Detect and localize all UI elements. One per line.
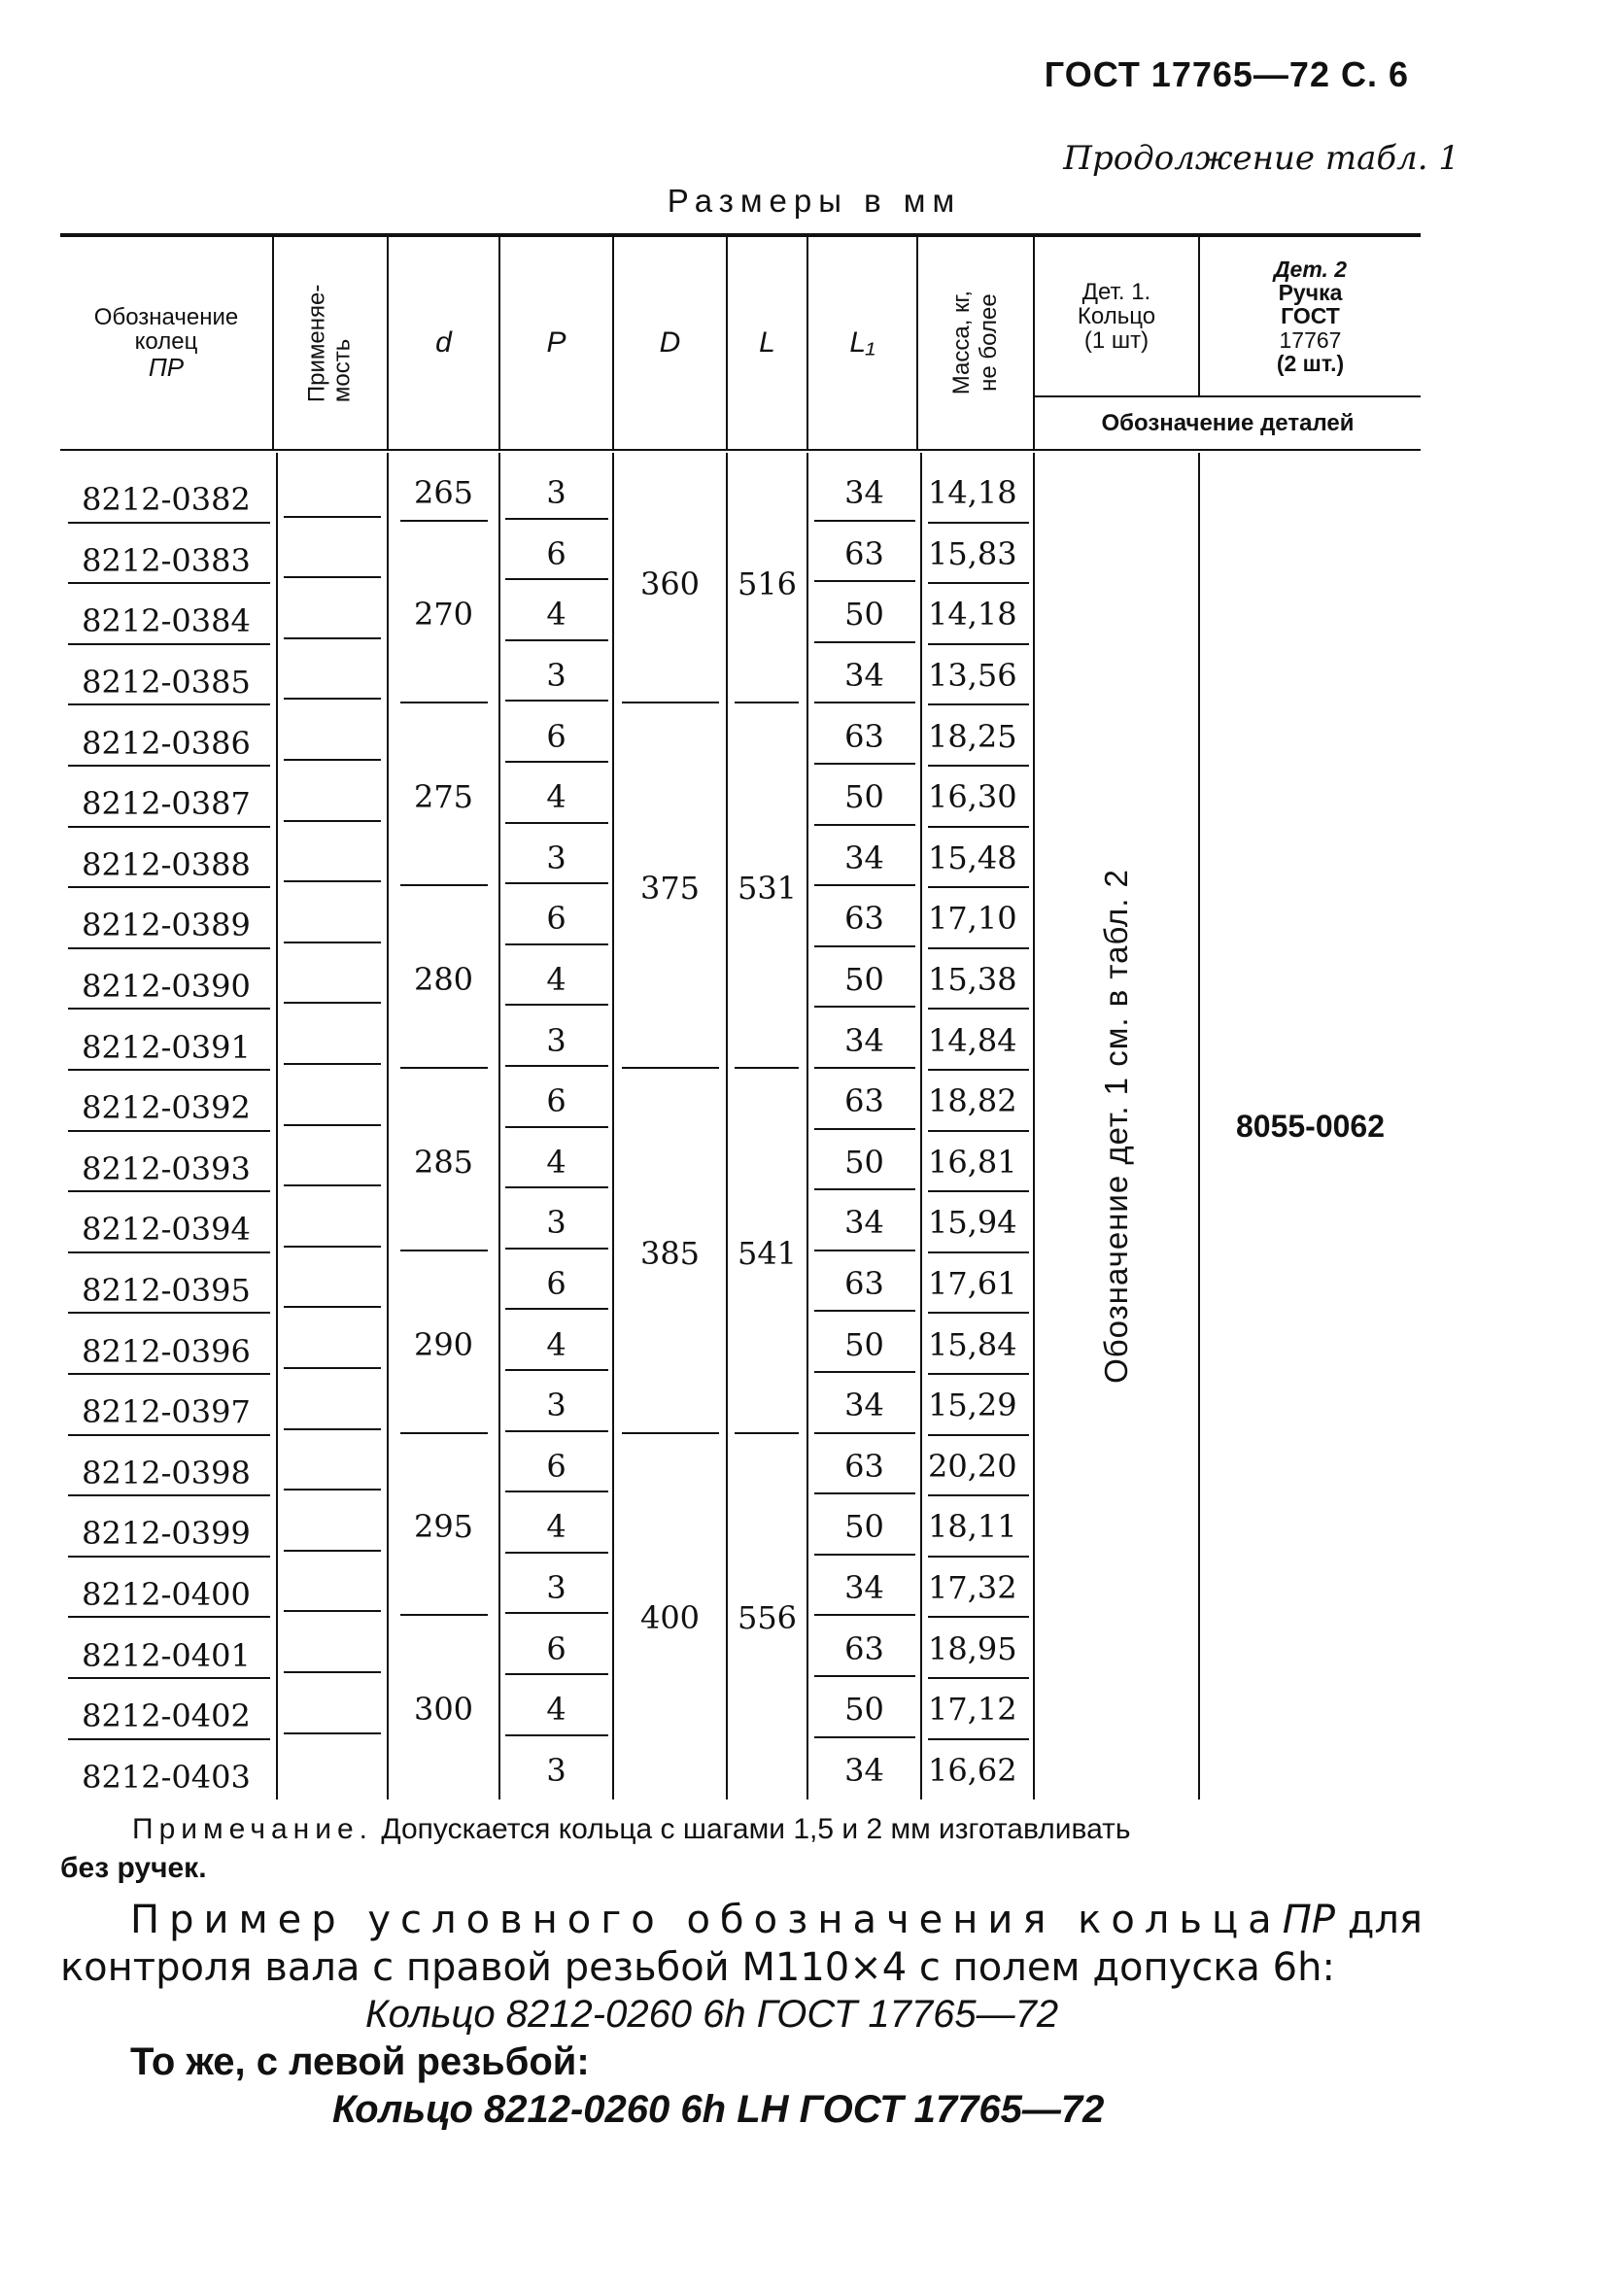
d-group-value: 295: [413, 1508, 474, 1546]
row-rule: [505, 1004, 608, 1006]
header-applicability: [274, 237, 387, 449]
row-code: 8212-0385: [82, 664, 251, 702]
row-code: 8212-0393: [82, 1149, 251, 1187]
header-mass: [918, 237, 1033, 449]
row-l1: 63: [844, 534, 884, 572]
row-code: 8212-0391: [82, 1028, 251, 1066]
row-rule: [814, 520, 915, 522]
row-p: 6: [546, 1447, 566, 1485]
row-rule: [814, 1371, 915, 1373]
row-mass: 15,38: [928, 961, 1017, 999]
row-rule: [284, 880, 381, 882]
row-rule: [284, 1550, 381, 1552]
row-rule: [505, 822, 608, 824]
row-rule: [505, 1673, 608, 1675]
row-p: 3: [546, 1751, 566, 1789]
row-rule: [284, 516, 381, 518]
row-rule: [814, 1188, 915, 1190]
row-rule: [284, 576, 381, 578]
row-l1: 63: [844, 1082, 884, 1120]
row-rule: [505, 1369, 608, 1371]
row-rule: [814, 580, 915, 582]
row-code: 8212-0399: [82, 1515, 251, 1553]
row-rule: [814, 1006, 915, 1008]
header-mass-line: не более: [975, 293, 1002, 393]
row-rule: [814, 641, 915, 643]
row-mass: 18,82: [928, 1082, 1017, 1120]
row-rule: [505, 700, 608, 702]
table-continuation-label: Продолжение табл. 1: [1063, 139, 1459, 178]
row-rule: [284, 1002, 381, 1004]
part1-designation-text: Обозначение дет. 1 см. в табл. 2: [1098, 869, 1134, 1384]
D-group-rule: [622, 1432, 719, 1434]
row-p: 6: [546, 1082, 566, 1120]
row-rule: [814, 884, 915, 886]
row-rule: [284, 1732, 381, 1734]
row-mass: 15,84: [928, 1325, 1017, 1363]
row-rule: [505, 1186, 608, 1188]
row-p: 3: [546, 657, 566, 695]
row-l1: 63: [844, 1447, 884, 1485]
header-designation-line: ПР: [148, 352, 185, 382]
L-group-value: 516: [737, 565, 798, 603]
row-p: 3: [546, 1021, 566, 1059]
row-code: 8212-0383: [82, 541, 251, 579]
d-group-value: 280: [413, 961, 474, 999]
row-mass: 15,94: [928, 1204, 1017, 1242]
d-group-value: 270: [413, 596, 474, 634]
row-p: 3: [546, 1569, 566, 1607]
row-rule: [505, 943, 608, 945]
example-intro-label: Пример условного обозначения кольца: [130, 1898, 1282, 1942]
header-part2-line: Ручка: [1278, 280, 1343, 306]
row-l1: 63: [844, 717, 884, 755]
row-p: 6: [546, 534, 566, 572]
row-rule: [814, 1492, 915, 1494]
row-rule: [814, 824, 915, 826]
header-parts-designation: Обозначение деталей: [1101, 409, 1355, 436]
header-applicability-line: мость: [329, 338, 357, 402]
header-part2-line: 17767: [1279, 326, 1342, 353]
d-group-rule: [400, 1614, 488, 1616]
example-intro-pr: ПР: [1282, 1898, 1335, 1942]
note-text-continuation: без ручек.: [60, 1852, 207, 1884]
row-code: 8212-0382: [82, 481, 251, 519]
example-designation-right: Кольцо 8212-0260 6h ГОСТ 17765—72: [365, 1993, 1059, 2036]
row-p: 6: [546, 717, 566, 755]
row-rule: [505, 1248, 608, 1250]
example-line2: контроля вала с правой резьбой М110×4 с полем допуска 6h:: [60, 1945, 1335, 1990]
row-p: 4: [546, 596, 566, 634]
row-mass: 16,30: [928, 778, 1017, 816]
header-p: P: [546, 326, 566, 360]
row-rule: [505, 639, 608, 641]
row-code: 8212-0388: [82, 845, 251, 883]
row-l1: 63: [844, 1629, 884, 1667]
header-designation-line: Обозначение: [93, 304, 239, 331]
row-rule: [505, 882, 608, 884]
L-group-value: 531: [737, 870, 798, 908]
row-l1: 50: [844, 1508, 884, 1546]
D-group-value: 385: [639, 1234, 701, 1272]
row-code: 8212-0402: [82, 1697, 251, 1735]
row-rule: [284, 1124, 381, 1126]
row-p: 3: [546, 839, 566, 876]
row-rule: [814, 1736, 915, 1738]
d-group-rule: [400, 520, 488, 522]
row-rule: [284, 1306, 381, 1308]
header-applicability-line: Применяе-: [303, 284, 330, 402]
row-l1: 34: [844, 1204, 884, 1242]
header-part1-line: Дет. 1.: [1081, 278, 1151, 305]
example-left-thread-label: То же, с левой резьбой:: [130, 2040, 590, 2083]
note-text: Допускается кольца с шагами 1,5 и 2 мм изготавливать: [381, 1813, 1131, 1845]
row-l1: 50: [844, 1691, 884, 1729]
header-bottom-rule: [60, 449, 1421, 451]
d-group-rule: [400, 1432, 488, 1434]
row-l1: 34: [844, 1021, 884, 1059]
header-designation-line: колец: [134, 328, 198, 356]
row-l1: 50: [844, 596, 884, 634]
d-group-rule: [400, 1067, 488, 1069]
row-p: 4: [546, 961, 566, 999]
row-l1: 63: [844, 1265, 884, 1303]
row-rule: [505, 578, 608, 580]
row-rule: [505, 1552, 608, 1554]
header-D: D: [659, 326, 681, 360]
row-l1: 50: [844, 1143, 884, 1181]
row-l1: 34: [844, 1387, 884, 1424]
header-part2: [1200, 237, 1421, 395]
header-part2-line: Дет. 2: [1273, 257, 1348, 283]
row-p: 4: [546, 778, 566, 816]
row-mass: 13,56: [928, 657, 1017, 695]
col-divider: [276, 453, 278, 1799]
row-code: 8212-0394: [82, 1211, 251, 1249]
row-p: 3: [546, 474, 566, 512]
units-caption: Размеры в мм: [667, 183, 962, 219]
row-rule: [284, 637, 381, 639]
row-code: 8212-0401: [82, 1636, 251, 1674]
D-group-rule: [622, 702, 719, 703]
row-mass: 18,95: [928, 1629, 1017, 1667]
row-p: 3: [546, 1204, 566, 1242]
example-intro: [130, 1898, 1423, 1942]
header-L: L: [759, 326, 775, 360]
row-rule: [284, 1246, 381, 1248]
L-group-rule: [735, 1067, 799, 1069]
row-rule: [505, 761, 608, 763]
row-rule: [505, 1430, 608, 1432]
row-rule: [505, 1126, 608, 1128]
d-group-value: 275: [413, 778, 474, 816]
row-rule: [284, 1610, 381, 1612]
row-mass: 18,11: [928, 1508, 1017, 1546]
row-mass: 17,61: [928, 1265, 1017, 1303]
d-group-value: 285: [413, 1143, 474, 1181]
row-rule: [505, 518, 608, 520]
d-group-value: 265: [413, 474, 474, 512]
row-mass: 17,10: [928, 900, 1017, 938]
d-group-rule: [400, 1250, 488, 1251]
row-mass: 18,25: [928, 717, 1017, 755]
row-rule: [284, 759, 381, 761]
row-code: 8212-0400: [82, 1576, 251, 1614]
header-part2-line: (2 шт.): [1276, 350, 1345, 376]
row-mass: 16,62: [928, 1751, 1017, 1789]
row-code: 8212-0384: [82, 602, 251, 640]
d-group-value: 300: [413, 1691, 474, 1729]
row-l1: 34: [844, 474, 884, 512]
row-rule: [814, 1675, 915, 1677]
row-code: 8212-0403: [82, 1758, 251, 1796]
L-group-value: 541: [737, 1234, 798, 1272]
row-p: 4: [546, 1325, 566, 1363]
row-rule: [505, 1491, 608, 1492]
header-mass-line: Масса, кг,: [948, 291, 976, 395]
row-rule: [284, 1367, 381, 1369]
note-label: Примечание.: [132, 1813, 373, 1845]
row-l1: 50: [844, 961, 884, 999]
row-rule: [284, 1489, 381, 1491]
L-group-value: 556: [737, 1599, 798, 1637]
row-code: 8212-0392: [82, 1089, 251, 1127]
header-d: d: [435, 326, 452, 360]
header-part1: [1035, 237, 1198, 395]
row-rule: [284, 942, 381, 943]
row-rule: [814, 763, 915, 765]
row-l1: 50: [844, 1325, 884, 1363]
row-mass: 17,32: [928, 1569, 1017, 1607]
row-rule: [814, 702, 915, 703]
row-rule: [814, 1067, 915, 1069]
header-part1-line: Кольцо: [1077, 302, 1156, 329]
L-group-rule: [735, 702, 799, 703]
row-rule: [284, 1063, 381, 1065]
row-mass: 15,48: [928, 839, 1017, 876]
table-note: [132, 1813, 1424, 1846]
row-rule: [284, 1671, 381, 1673]
row-mass: 15,83: [928, 534, 1017, 572]
row-code: 8212-0389: [82, 907, 251, 944]
row-p: 6: [546, 900, 566, 938]
example-intro-end: для: [1347, 1898, 1423, 1942]
row-code: 8212-0398: [82, 1454, 251, 1491]
d-group-rule: [400, 702, 488, 703]
row-code: 8212-0395: [82, 1272, 251, 1310]
row-l1: 50: [844, 778, 884, 816]
row-mass: 14,84: [928, 1021, 1017, 1059]
row-l1: 34: [844, 839, 884, 876]
row-p: 6: [546, 1629, 566, 1667]
part1-merged-cell: [1035, 453, 1198, 1799]
d-group-rule: [400, 884, 488, 886]
row-mass: 14,18: [928, 596, 1017, 634]
row-p: 3: [546, 1387, 566, 1424]
row-code: 8212-0386: [82, 724, 251, 762]
row-p: 6: [546, 1265, 566, 1303]
D-group-rule: [622, 1067, 719, 1069]
row-rule: [505, 1308, 608, 1310]
row-rule: [814, 945, 915, 947]
part2-designation-value: 8055-0062: [1235, 1108, 1386, 1144]
row-p: 4: [546, 1691, 566, 1729]
D-group-value: 375: [639, 870, 701, 908]
row-mass: 17,12: [928, 1691, 1017, 1729]
row-rule: [284, 698, 381, 700]
row-rule: [505, 1612, 608, 1614]
row-p: 4: [546, 1143, 566, 1181]
header-designation: [60, 237, 272, 449]
row-l1: 34: [844, 1751, 884, 1789]
row-p: 4: [546, 1508, 566, 1546]
row-mass: 16,81: [928, 1143, 1017, 1181]
row-rule: [505, 1065, 608, 1067]
D-group-value: 360: [639, 565, 701, 603]
row-code: 8212-0387: [82, 785, 251, 823]
D-group-value: 400: [639, 1599, 701, 1637]
row-mass: 14,18: [928, 474, 1017, 512]
row-rule: [284, 1184, 381, 1186]
header-L1: L₁: [849, 326, 875, 360]
d-group-value: 290: [413, 1325, 474, 1363]
row-rule: [284, 1428, 381, 1430]
row-rule: [814, 1310, 915, 1312]
row-code: 8212-0397: [82, 1393, 251, 1431]
row-mass: 15,29: [928, 1387, 1017, 1424]
example-designation-left: Кольцо 8212-0260 6h LH ГОСТ 17765—72: [332, 2088, 1105, 2131]
row-rule: [814, 1432, 915, 1434]
row-code: 8212-0390: [82, 968, 251, 1006]
row-rule: [814, 1554, 915, 1556]
header-part1-line: (1 шт): [1083, 327, 1150, 355]
page-header: ГОСТ 17765—72 С. 6: [1044, 54, 1409, 94]
row-rule: [814, 1250, 915, 1251]
row-rule: [814, 1128, 915, 1130]
row-rule: [284, 820, 381, 822]
row-rule: [814, 1614, 915, 1616]
row-l1: 34: [844, 1569, 884, 1607]
row-code: 8212-0396: [82, 1332, 251, 1370]
row-mass: 20,20: [928, 1447, 1017, 1485]
row-l1: 63: [844, 900, 884, 938]
header-part2-line: ГОСТ: [1281, 303, 1340, 329]
row-rule: [505, 1734, 608, 1736]
L-group-rule: [735, 1432, 799, 1434]
row-l1: 34: [844, 657, 884, 695]
